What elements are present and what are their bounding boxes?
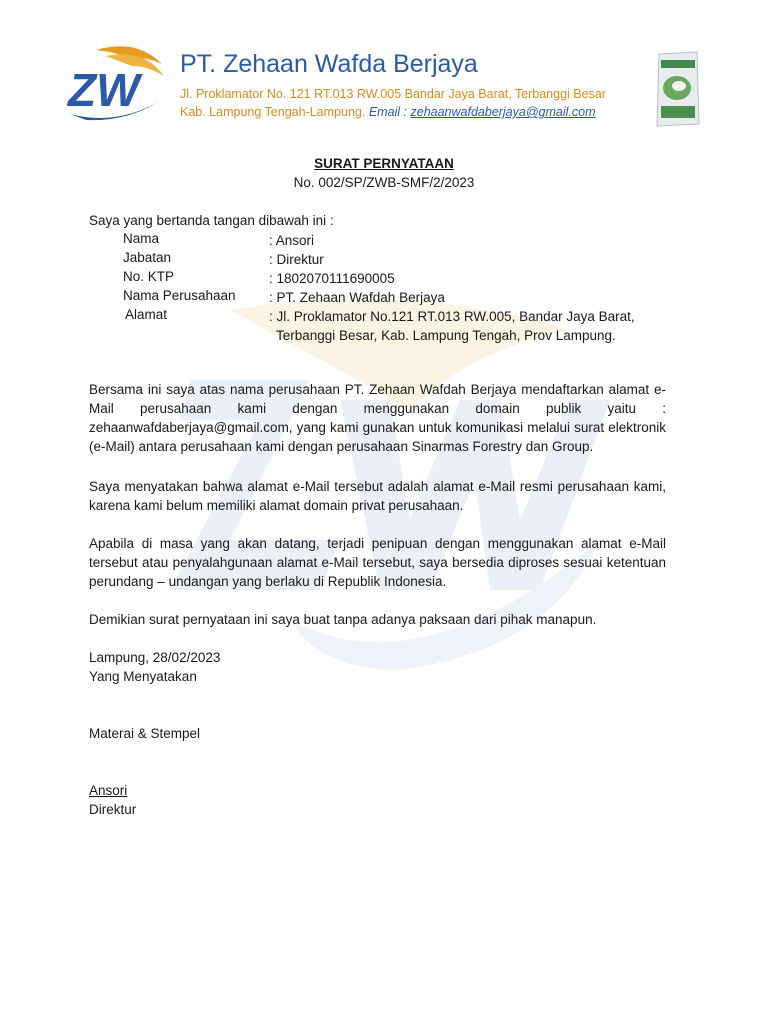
field-value-ktp: : 1802070111690005 (269, 271, 395, 286)
company-address (180, 85, 606, 121)
address-line-1: Jl. Proklamator No. 121 RT.013 RW.005 Bandar Jaya Barat, Terbanggi Besar (180, 87, 606, 101)
signer-name: Ansori (89, 783, 128, 798)
field-value-alamat: : Jl. Proklamator No.121 RT.013 RW.005, Bandar Jaya Barat, (269, 309, 635, 324)
closing-text: Yang Menyatakan (89, 669, 197, 684)
paragraph-closing: Demikian surat pernyataan ini saya buat tanpa adanya paksaan dari pihak manapun. (89, 612, 597, 627)
paragraph-registration: Bersama ini saya atas nama perusahaan PT. Zehaan Wafdah Berjaya mendaftarkan alamat e-Mail perusahaan kami dengan menggunakan domain publik yaitu : zehaanwafdaberjaya@gmail.com, yang kami gunakan untuk komunikasi melalui surat elektronik (e-Mail) antara perusahaan kami dengan perusahaan Sinarmas Forestry dan Group. (89, 382, 666, 454)
company-name: PT. Zehaan Wafda Berjaya (180, 50, 478, 78)
company-logo-icon (66, 44, 166, 124)
field-value-alamat-line2: Terbanggi Besar, Kab. Lampung Tengah, Prov Lampung. (276, 328, 616, 343)
paragraph-official-email: Saya menyatakan bahwa alamat e-Mail tersebut adalah alamat e-Mail resmi perusahaan kami, karena kami belum memiliki alamat domain privat perusahaan. (89, 479, 666, 513)
field-label-alamat: Alamat (125, 307, 168, 322)
stamp-note: Materai & Stempel (89, 726, 201, 741)
email-label: Email : (368, 105, 408, 119)
intro-text: Saya yang bertanda tangan dibawah ini : (89, 213, 334, 228)
field-value-jabatan: : Direktur (269, 252, 324, 267)
field-label-nama: Nama (123, 231, 160, 246)
address-line-2: Kab. Lampung Tengah-Lampung. Email : zehaanwafdaberjaya@gmail.com (180, 105, 596, 119)
document-title: SURAT PERNYATAAN (314, 156, 454, 171)
document-number: No. 002/SP/ZWB-SMF/2/2023 (293, 175, 475, 190)
field-label-jabatan: Jabatan (123, 250, 172, 265)
product-bag-image (655, 50, 701, 128)
place-date: Lampung, 28/02/2023 (89, 650, 221, 665)
email-link[interactable]: zehaanwafdaberjaya@gmail.com (410, 105, 596, 119)
field-value-nama: : Ansori (269, 233, 315, 248)
signer-title: Direktur (89, 802, 137, 817)
field-value-perusahaan: : PT. Zehaan Wafdah Berjaya (269, 290, 445, 305)
paragraph-liability: Apabila di masa yang akan datang, terjadi penipuan dengan menggunakan alamat e-Mail tersebut atau penyalahgunaan alamat e-Mail tersebut, saya bersedia diproses sesuai ketentuan perundang – undangan yang berlaku di Republik Indonesia. (89, 536, 666, 589)
field-label-perusahaan: Nama Perusahaan (123, 288, 236, 303)
field-label-ktp: No. KTP (123, 269, 175, 284)
svg-text:ZW: ZW (68, 64, 140, 116)
